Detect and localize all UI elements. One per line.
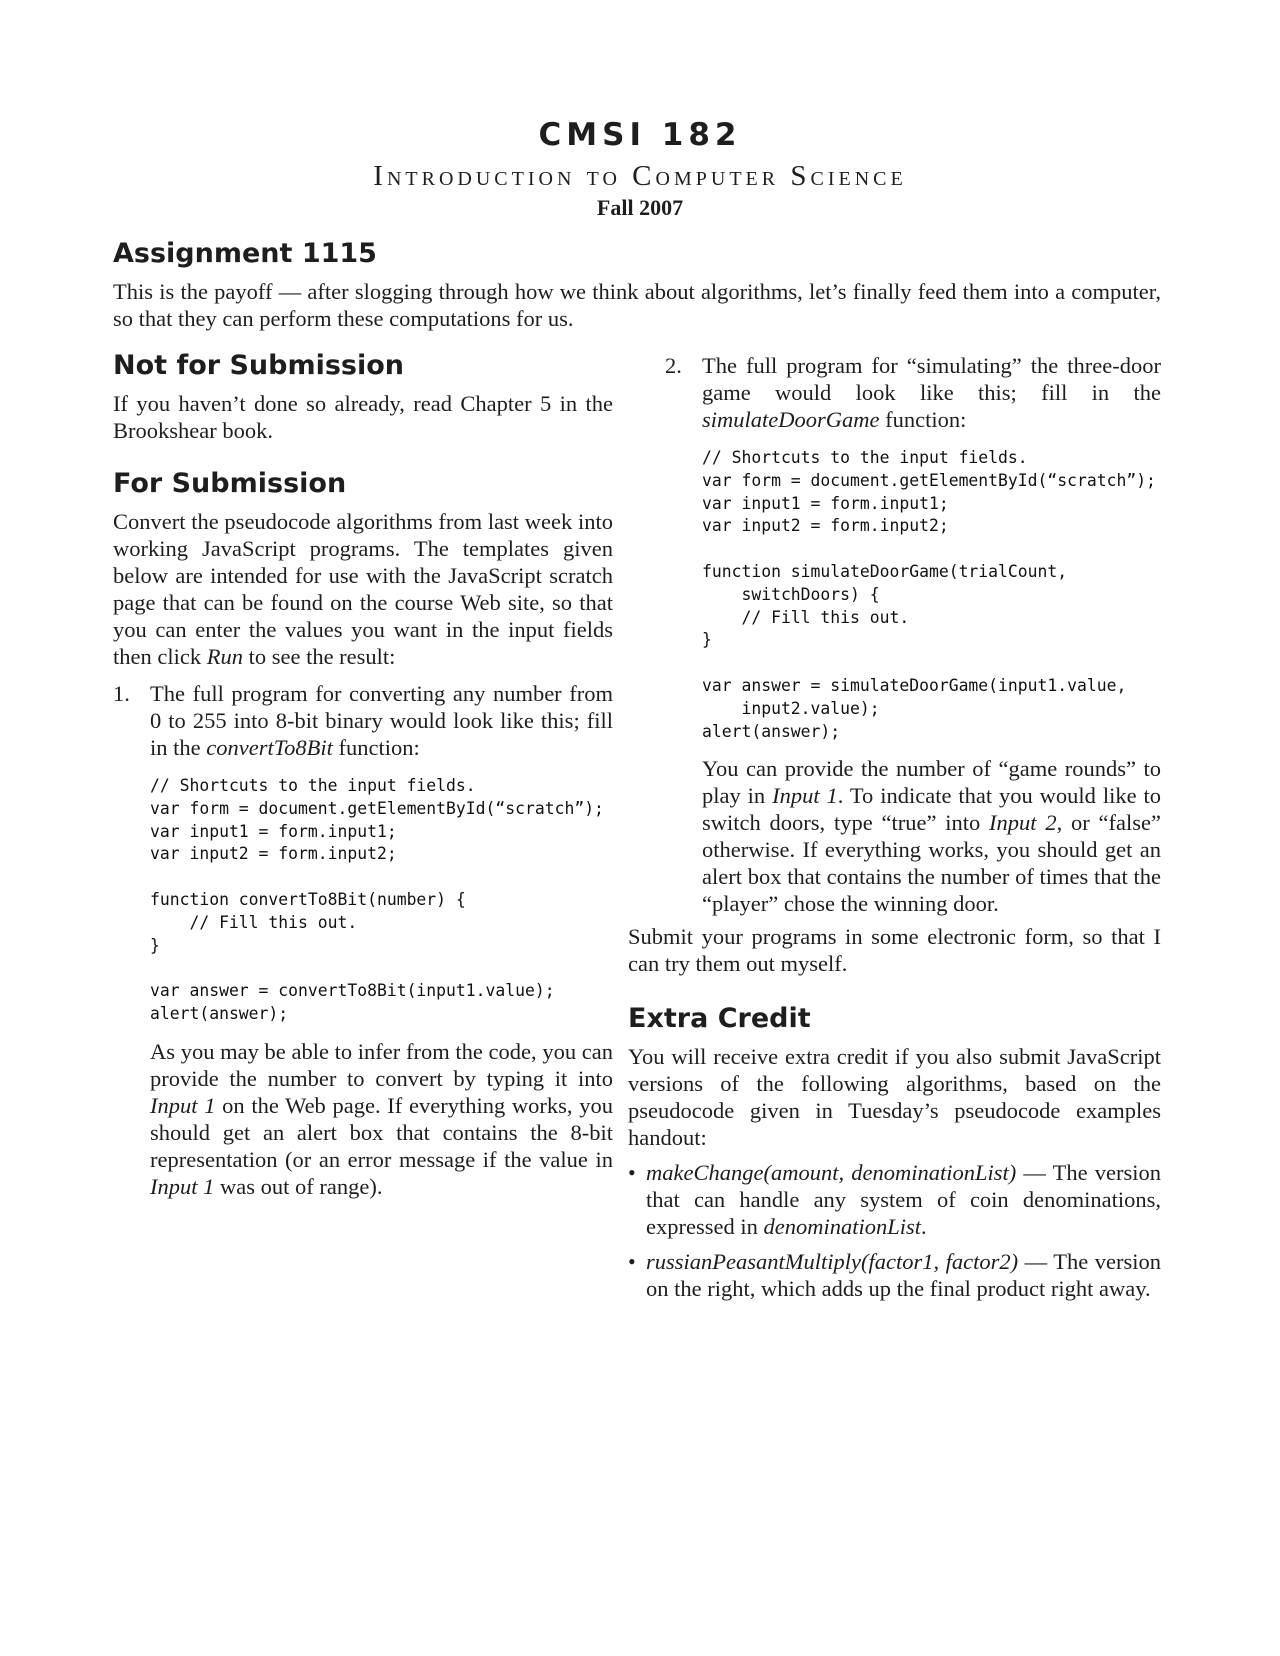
bullet-text-after: . — [920, 1214, 927, 1240]
list-item-intro-after: function: — [332, 735, 420, 760]
list-item-intro — [150, 680, 613, 761]
list-item-number: 2. — [665, 353, 682, 378]
bullet-text-before: — The version on the right, which adds up the final product right away. — [646, 1249, 1162, 1302]
submit-note: Submit your programs in some electronic form, so that I can try them out myself. — [628, 924, 1161, 977]
for-submission-text-before: Convert the pseudocode algorithms from last week into working JavaScript programs. The templates given below are intended for use with the JavaScript scratch page that can be found on the course Web site, so that you can enter the values you want in the input fields then click — [113, 509, 613, 669]
list-item-explanation — [702, 755, 1161, 917]
input-label: Input 1 — [772, 783, 838, 809]
for-submission-section — [113, 466, 613, 1200]
explanation-part-1: As you may be able to infer from the code, you can provide the number to convert by typing it into — [150, 1038, 613, 1091]
left-column — [113, 348, 613, 1200]
run-label: Run — [206, 644, 243, 669]
bullet-item — [628, 1248, 1161, 1302]
input-label-2: Input 2 — [989, 810, 1057, 836]
list-item-intro — [702, 352, 1161, 433]
bullet-dot-icon: • — [628, 1249, 636, 1275]
bullet-dot-icon: • — [628, 1160, 636, 1186]
assignment-title: Assignment 1115 — [113, 238, 377, 269]
assignment-intro-text: This is the payoff — after slogging through how we think about algorithms, let’s finally feed them into a computer, so that they can perform these computations for us. — [113, 279, 1161, 331]
document-header — [0, 114, 1280, 222]
explanation-part-2: on the Web page. If everything works, you should get an alert box that contains the 8-bit representation (or an error message if the value in — [150, 1092, 613, 1172]
list-item-explanation — [150, 1038, 613, 1200]
not-for-submission-text: If you haven’t done so already, read Chapter 5 in the Brookshear book. — [113, 391, 613, 443]
function-name: simulateDoorGame — [702, 407, 880, 432]
explanation-part-3: , or “false” otherwise. If everything works, you should get an alert box that contains the number of times that the “player” chose the winning door. — [702, 810, 1161, 917]
for-submission-text — [113, 508, 613, 670]
code-block: // Shortcuts to the input fields. var form = document.getElementById(“scratch”); var input1 = form.input1; var input2 = form.input2; function simulateDoorGame(trialCount, switchDoors) { // Fill this out. } var answer = simulateDoorGame(input1.value, input2.value); alert(answer); — [702, 448, 1156, 741]
explanation-part-2: . To indicate that you would like to switch doors, type “true” into — [702, 783, 1161, 836]
input-label-2: Input 1 — [150, 1173, 215, 1199]
function-signature: makeChange(amount, denominationList) — [646, 1160, 1017, 1186]
bullet-emph: denominationList — [763, 1214, 921, 1240]
bullet-item — [628, 1159, 1161, 1240]
for-submission-text-after: to see the result: — [242, 644, 396, 669]
list-item — [113, 680, 613, 1200]
function-signature: russianPeasantMultiply(factor1, factor2) — [646, 1249, 1019, 1275]
course-code: CMSI 182 — [538, 117, 742, 153]
for-submission-heading: For Submission — [113, 468, 347, 499]
bullet-text-before: — The version that can handle any system of coin denominations, expressed in — [646, 1160, 1162, 1240]
function-name: convertTo8Bit — [206, 735, 333, 760]
list-item-intro-after: function: — [879, 407, 967, 432]
extra-credit-heading: Extra Credit — [628, 1003, 811, 1035]
explanation-part-1: You can provide the number of “game rounds” to play in — [702, 756, 1161, 809]
course-title: Introduction to Computer Science — [373, 160, 907, 192]
code-block: // Shortcuts to the input fields. var form = document.getElementById(“scratch”); var input1 = form.input1; var input2 = form.input2; function convertTo8Bit(number) { // Fill this out. } var answer = convertTo8Bit(input1.value); alert(answer); — [150, 776, 604, 1023]
term: Fall 2007 — [596, 195, 684, 220]
bullet-text — [646, 1248, 1161, 1302]
list-item — [665, 352, 1161, 917]
not-for-submission-section — [113, 348, 613, 444]
right-column — [628, 352, 1162, 1324]
bullet-text — [646, 1159, 1161, 1240]
input-label: Input 1 — [150, 1092, 216, 1118]
list-item-intro-before: The full program for converting any number from 0 to 255 into 8-bit binary would look like this; fill in the — [150, 681, 613, 760]
list-item-number: 1. — [113, 681, 130, 706]
extra-credit-section — [628, 1001, 1161, 1302]
extra-credit-text: You will receive extra credit if you also submit JavaScript versions of the following algorithms, based on the pseudocode given in Tuesday’s pseudocode examples handout: — [628, 1044, 1161, 1151]
list-item-intro-before: The full program for “simulating” the three-door game would look like this; fill in the — [702, 353, 1161, 405]
explanation-part-3: was out of range). — [214, 1173, 383, 1199]
not-for-submission-heading: Not for Submission — [113, 350, 405, 381]
assignment-intro — [113, 236, 1161, 332]
